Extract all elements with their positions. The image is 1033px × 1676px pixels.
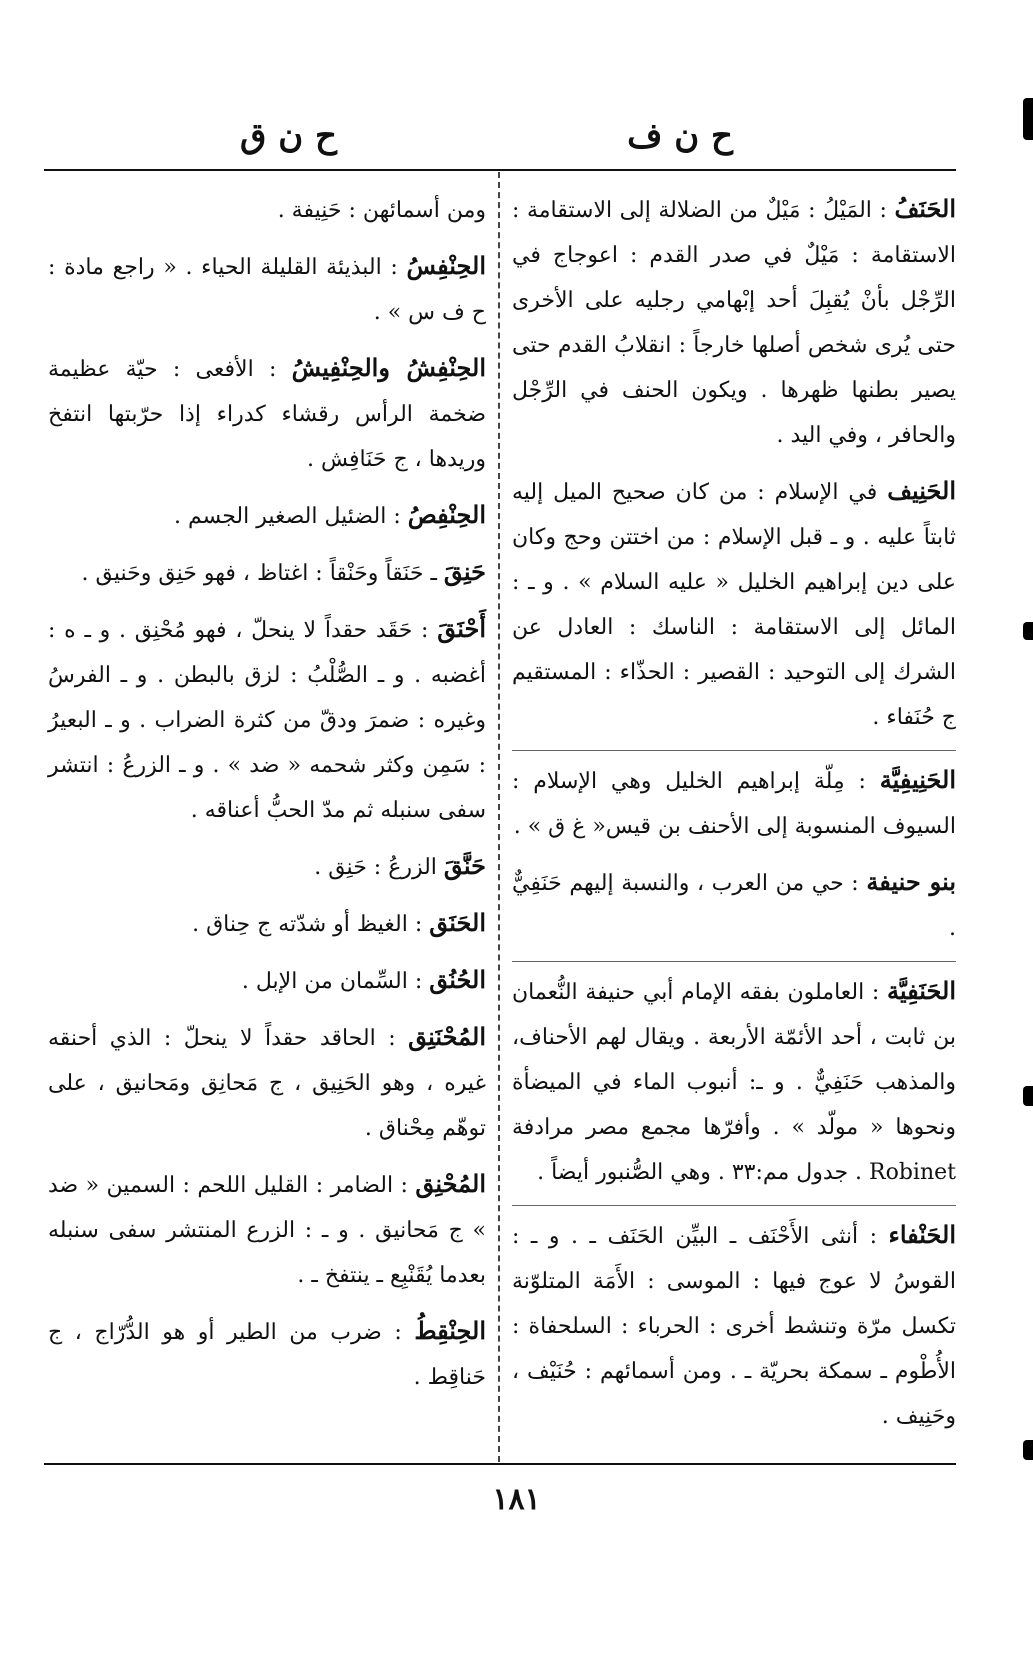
- headword: الحَنَفِيَّة: [887, 976, 956, 1005]
- headword: حَنِقَ: [443, 557, 486, 586]
- definition: : الحاقد حقداً لا ينحلّ : الذي أحنقه غيره ، وهو الحَنِيق ، ج مَحانِق ومَحانيق ، على توهّم مِحْناق .: [48, 1026, 486, 1141]
- entry: [48, 606, 486, 833]
- entry: [512, 468, 956, 740]
- entry: [48, 1161, 486, 1298]
- right-column: [512, 186, 956, 1449]
- entry: [48, 843, 486, 890]
- entry: [48, 1014, 486, 1151]
- left-column: [48, 186, 486, 1410]
- headword: الحُنُق: [429, 965, 486, 994]
- definition: : حي من العرب ، والنسبة إليهم حَنَفِيٌّ .: [512, 871, 956, 941]
- entry: [48, 549, 486, 596]
- definition: الزرعُ : حَنِق .: [314, 855, 437, 880]
- definition: : أنثى الأَحْنَف ـ البيِّن الحَنَف ـ . و ـ : القوسُ لا عوج فيها : الموسى : الأَمَة المتلوّنة تكسل مرّة وتنشط أخرى : الحرباء : السلحفاة : الأُطْوم ـ سمكة بحريّة ـ . ومن أسمائهم : حُنَيْف ، وحَنِيف .: [512, 1224, 956, 1429]
- definition: : السِّمان من الإبل .: [241, 969, 423, 994]
- headword: الحَنْفاء: [888, 1220, 956, 1249]
- definition: : المَيْلُ : مَيْلٌ من الضلالة إلى الاستقامة : الاستقامة : مَيْلٌ في صدر القدم : اعوجاج في الرِّجْل بأنْ يُقبِلَ أحد إبْهامي رجليه على الأخرى حتى يُرى شخص أصلها خارجاً : انقلابُ القدم حتى يصير بطنها ظهرها . ويكون الحنف في الرِّجْل والحافر ، وفي اليد .: [512, 198, 956, 448]
- definition: : ضرب من الطير أو هو الدُّرّاج ، ج حَناقِط .: [48, 1320, 486, 1390]
- definition: : مِلّة إبراهيم الخليل وهي الإسلام : السيوف المنسوبة إلى الأحنف بن قيس« غ ق » .: [512, 769, 956, 839]
- definition: : حَقَد حقداً لا ينحلّ ، فهو مُحْنِق . و ـ ه : أغضبه . و ـ الصُّلْبُ : لزق بالبطن . و ـ الفرسُ وغيره : ضمرَ ودقّ من كثرة الضراب . و ـ البعيرُ : سَمِن وكثر شحمه « ضد » . و ـ الزرعُ : انتشر سفى سنبله ثم مدّ الحبُّ أعناقه .: [48, 618, 486, 823]
- entry: [512, 750, 956, 849]
- headword: الحَنِيفِيَّة: [879, 765, 956, 794]
- entry: [512, 961, 956, 1195]
- header-root-left: ح ن ق: [240, 116, 337, 156]
- entry: [512, 859, 956, 951]
- headword: الحَنَق: [429, 908, 486, 937]
- footer-rule: [44, 1463, 956, 1465]
- page-edge-mark: [1023, 622, 1033, 640]
- entry: [48, 957, 486, 1004]
- entry: [512, 186, 956, 458]
- headword: الحِنْفِشُ والحِنْفِيشُ: [291, 353, 486, 382]
- header-root-right: ح ن ف: [627, 116, 733, 156]
- definition: : البذيئة القليلة الحياء . « راجع مادة : ح ف س » .: [48, 255, 486, 325]
- entry: [48, 1308, 486, 1400]
- definition: في الإسلام : من كان صحيح الميل إليه ثابتاً عليه . و ـ قبل الإسلام : من اختتن وحج وكان على دين إبراهيم الخليل « عليه السلام » . و ـ : المائل إلى الاستقامة : الناسك : العادل عن الشرك إلى التوحيد : القصير : الحذّاء : المستقيم ج حُنَفاء .: [512, 480, 957, 730]
- page-edge-mark: [1023, 1440, 1033, 1460]
- column-divider: [498, 172, 500, 1462]
- entry: [512, 1205, 956, 1439]
- headword: المُحْنِق: [415, 1169, 486, 1198]
- headword: الحِنْقِطُ: [414, 1316, 486, 1345]
- headword: الحِنْفِسُ: [406, 251, 486, 280]
- headword: المُحْنَنِق: [408, 1022, 486, 1051]
- entry: [48, 243, 486, 335]
- page-edge-mark: [1023, 1086, 1033, 1106]
- headword: حَنَّقَ: [443, 851, 486, 880]
- headword: بنو حنيفة: [866, 867, 956, 896]
- page-edge-mark: [1023, 98, 1033, 140]
- definition: : الأفعى : حيّة عظيمة ضخمة الرأس رقشاء كدراء إذا حرّبتها انتفخ وريدها ، ج حَنَافِش .: [48, 357, 486, 472]
- definition: : العاملون بفقه الإمام أبي حنيفة النُّعمان بن ثابت ، أحد الأئمّة الأربعة . ويقال لهم الأحناف، والمذهب حَنَفِيٌّ . و ـ: أنبوب الماء في الميضأة ونحوها « مولّد » . وأفرّها مجمع مصر مرادفة Robinet . جدول مم:٣٣ . وهي الصُّنبور أيضاً .: [512, 980, 956, 1185]
- headword: الحِنْفِصُ: [407, 500, 486, 529]
- definition: : الضئيل الصغير الجسم .: [173, 504, 401, 529]
- header-rule: [44, 169, 956, 171]
- definition: ـ حَنَقاً وحَنْقاً : اغتاظ ، فهو حَنِق وحَنيق .: [81, 561, 437, 586]
- entry: [48, 900, 486, 947]
- definition: : الغيظ أو شدّته ج حِناق .: [192, 912, 423, 937]
- entry: [48, 492, 486, 539]
- headword: الحَنِيف: [887, 476, 956, 505]
- entry: [48, 186, 486, 233]
- entry: [48, 345, 486, 482]
- definition: ومن أسمائهن : حَنِيفة .: [277, 198, 486, 223]
- definition: : الضامر : القليل اللحم : السمين « ضد » ج مَحانيق . و ـ : الزرع المنتشر سفى سنبله بعدما يُقَنْبِع ـ ينتفخ ـ .: [48, 1173, 486, 1288]
- headword: الحَنَفُ: [894, 194, 956, 223]
- page-number: ١٨١: [492, 1482, 541, 1517]
- headword: أَحْنَقَ: [437, 614, 486, 643]
